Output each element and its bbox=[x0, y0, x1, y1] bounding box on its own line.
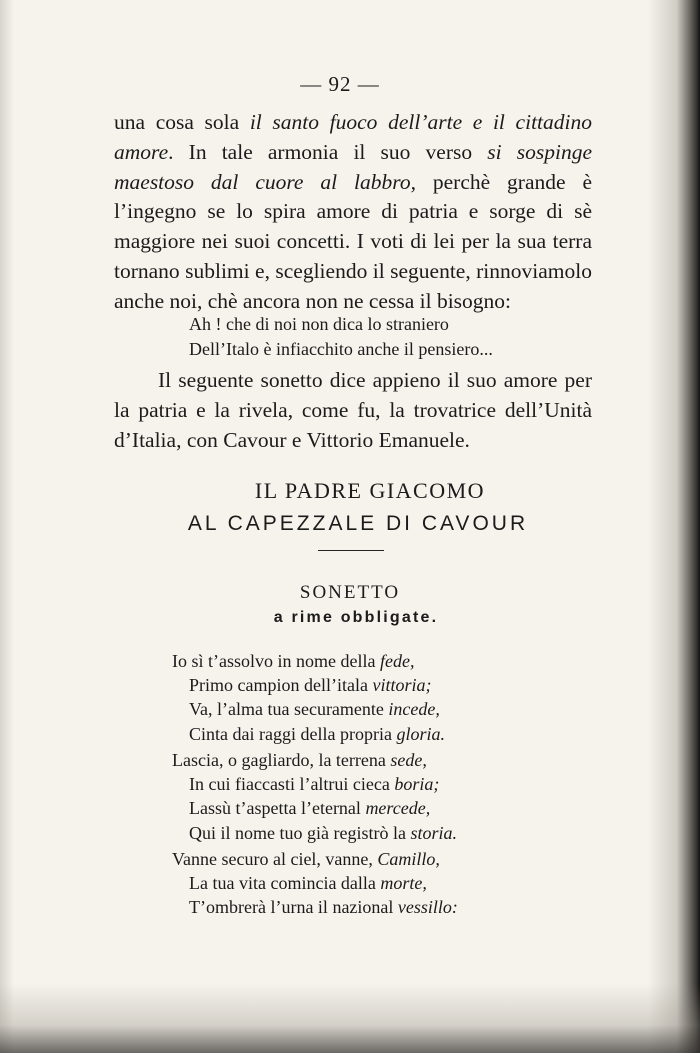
text-run: Vanne securo al ciel, vanne, bbox=[172, 849, 378, 869]
text-run: In cui fiaccasti l’altrui cieca bbox=[189, 774, 395, 795]
text-run: Io sì t’assolvo in nome della bbox=[172, 651, 380, 671]
poem-heading-line-2: AL CAPEZZALE DI CAVOUR bbox=[187, 512, 529, 535]
text-run: Lascia, o gagliardo, la terrena bbox=[172, 750, 391, 770]
italic-text: morte, bbox=[380, 873, 427, 894]
page-shadow-bottom bbox=[0, 983, 700, 1053]
verse-quote bbox=[189, 312, 493, 362]
text-run: Lassù t’aspetta l’eternal bbox=[189, 798, 366, 819]
stanza-2 bbox=[172, 748, 457, 845]
text-run: Cinta dai raggi della propria bbox=[189, 723, 397, 744]
text-run: una cosa sola bbox=[114, 110, 250, 134]
verse-line bbox=[172, 697, 445, 721]
italic-text: storia. bbox=[410, 822, 457, 843]
quote-line: Ah ! che di noi non dica lo straniero bbox=[189, 314, 449, 334]
verse-line bbox=[172, 673, 445, 697]
text-run: Qui il nome tuo già registrò la bbox=[189, 822, 411, 843]
paragraph-2 bbox=[114, 366, 592, 455]
text-run: La tua vita comincia dalla bbox=[189, 873, 381, 894]
verse-line bbox=[172, 821, 457, 845]
italic-text: vessillo: bbox=[397, 897, 458, 918]
text-run: T’ombrerà l’urna il nazional bbox=[189, 897, 398, 918]
text-run: . In tale armonia il suo verso bbox=[168, 139, 488, 164]
italic-text: sede, bbox=[390, 750, 427, 770]
sonetto-subtitle: a rime obbligate. bbox=[273, 609, 439, 626]
text-run: Va, l’alma tua securamente bbox=[189, 699, 389, 720]
stanza-3 bbox=[172, 847, 458, 920]
italic-text: gloria. bbox=[396, 723, 445, 744]
italic-text: il santo fuoco dell’arte e il cittadino amore bbox=[114, 110, 592, 164]
italic-text: vittoria; bbox=[372, 675, 432, 696]
italic-text: Camillo, bbox=[377, 849, 440, 869]
stanza-1 bbox=[172, 649, 445, 746]
poem-heading-line-1: IL PADRE GIACOMO bbox=[254, 478, 486, 503]
verse-line bbox=[172, 772, 457, 796]
paragraph-1-text bbox=[114, 108, 592, 317]
verse-line bbox=[172, 649, 445, 673]
verse-line bbox=[172, 895, 458, 919]
heading-divider bbox=[318, 550, 384, 551]
verse-line bbox=[172, 796, 457, 820]
verse-line bbox=[172, 871, 458, 895]
paragraph-1 bbox=[114, 108, 592, 317]
italic-text: si sospinge maestoso dal cuore al labbro, bbox=[114, 139, 592, 194]
sonetto-title: SONETTO bbox=[299, 582, 401, 603]
italic-text: incede, bbox=[388, 699, 440, 720]
verse-line bbox=[172, 748, 457, 772]
verse-line bbox=[172, 847, 458, 871]
page-number: — 92 — bbox=[300, 72, 380, 96]
text-run: Primo campion dell’itala bbox=[189, 675, 373, 696]
quote-line: Dell’Italo è infiacchito anche il pensiero... bbox=[189, 339, 493, 359]
verse-line bbox=[172, 722, 445, 746]
text-run: perchè grande è l’ingegno se lo spira amore di patria e sorge di sè maggiore nei suoi concetti. I voti di lei per la sua terra tornano sublimi e, scegliendo il seguente, rinnoviamolo anche noi, chè ancora non ne cessa il bisogno: bbox=[114, 169, 593, 313]
italic-text: mercede, bbox=[365, 798, 431, 819]
italic-text: boria; bbox=[394, 774, 440, 795]
paragraph-2-text: Il seguente sonetto dice appieno il suo amore per la patria e la rivela, come fu, la trovatrice dell’Unità d’Italia, con Cavour e Vittorio Emanuele. bbox=[114, 368, 592, 452]
italic-text: fede, bbox=[379, 651, 415, 671]
